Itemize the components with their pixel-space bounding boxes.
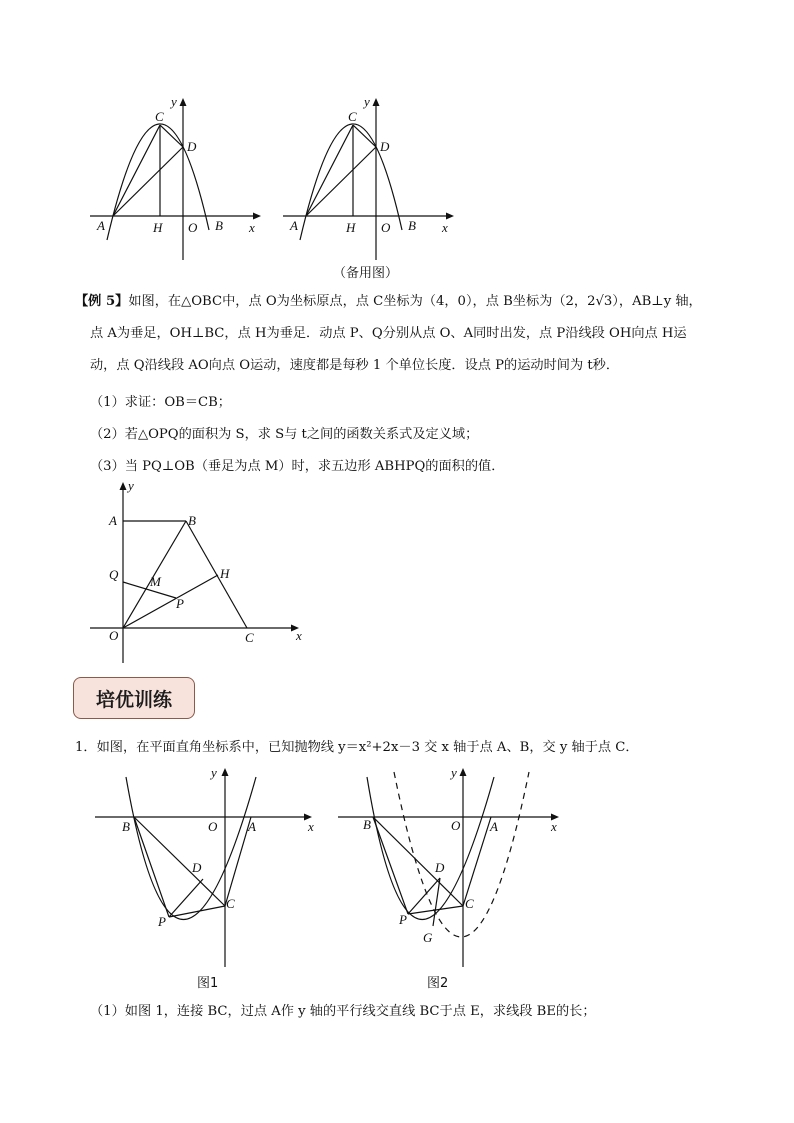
label-A: A <box>109 513 117 528</box>
top-figure-right <box>278 90 468 260</box>
label-B: B <box>188 513 196 528</box>
example5-line1 <box>75 288 735 315</box>
y-axis-arrow-icon <box>373 98 380 106</box>
label-y: y <box>364 94 370 109</box>
example5-line3: 动，点 Q沿线段 AO向点 O运动，速度都是每秒 1 个单位长度．设点 P的运动时间为 t秒． <box>90 358 620 373</box>
label-C: C <box>226 896 235 911</box>
label-B: B <box>408 218 416 233</box>
label-x: x <box>551 819 557 834</box>
label-y: y <box>211 765 217 780</box>
parabola <box>367 777 494 920</box>
problem1-figure-1 <box>90 762 330 992</box>
label-O: O <box>208 819 218 834</box>
example5-figure <box>90 478 320 668</box>
segment-CD <box>353 125 376 147</box>
label-P: P <box>158 914 166 929</box>
example5-line2: 点 A为垂足，OH⊥BC，点 H为垂足．动点 P、Q分别从点 O、A同时出发，点 P沿线段 OH向点 H运 <box>90 326 687 341</box>
x-axis-arrow-icon <box>253 213 261 220</box>
label-P: P <box>399 912 407 927</box>
label-C: C <box>245 630 254 645</box>
label-C: C <box>465 896 474 911</box>
segment-OH <box>123 575 218 628</box>
dashed-parabola <box>394 772 529 937</box>
label-O: O <box>188 220 198 235</box>
label-H: H <box>153 220 163 235</box>
example5-question-1: （1）求证：OB＝CB； <box>90 395 231 410</box>
label-H: H <box>220 566 230 581</box>
segment-CD <box>160 125 183 147</box>
section-title: 培优训练 <box>73 677 195 719</box>
label-O: O <box>381 220 391 235</box>
segment-BP <box>373 817 408 914</box>
example5-question-3: （3）当 PQ⊥OB（垂足为点 M）时，求五边形 ABHPQ的面积的值． <box>90 459 505 474</box>
label-y: y <box>128 478 134 493</box>
label-C: C <box>155 109 164 124</box>
label-O: O <box>451 818 461 833</box>
label-Q: Q <box>109 567 119 582</box>
label-y: y <box>171 94 177 109</box>
example-tag: 【例 5】 <box>75 294 129 309</box>
label-D: D <box>187 139 197 154</box>
problem1-figure-2 <box>333 762 573 992</box>
segment-BC <box>186 521 247 628</box>
segment-AC <box>463 817 491 906</box>
caption-backup-figure: （备用图） <box>333 266 399 281</box>
example5-question-2: （2）若△OPQ的面积为 S，求 S与 t之间的函数关系式及定义域； <box>90 427 479 442</box>
label-x: x <box>296 628 302 643</box>
label-B: B <box>363 817 371 832</box>
label-y: y <box>451 765 457 780</box>
label-B: B <box>122 819 130 834</box>
label-A: A <box>290 218 298 233</box>
problem1-question-1: （1）如图 1，连接 BC，过点 A作 y 轴的平行线交直线 BC于点 E，求线段 BE的长； <box>90 1004 596 1019</box>
label-x: x <box>308 819 314 834</box>
y-axis-arrow-icon <box>180 98 187 106</box>
caption-figure-1: 图1 <box>197 976 219 991</box>
label-P: P <box>176 596 184 611</box>
label-D: D <box>192 860 202 875</box>
label-H: H <box>346 220 356 235</box>
top-figure-left <box>85 90 275 260</box>
label-B: B <box>215 218 223 233</box>
y-axis-arrow-icon <box>222 768 229 776</box>
example5-text-1: 如图，在△OBC中，点 O为坐标原点，点 C坐标为（4，0），点 B坐标为（2，2√3），AB⊥y 轴， <box>128 294 702 309</box>
y-axis-arrow-icon <box>460 768 467 776</box>
segment-AC <box>306 125 353 216</box>
label-x: x <box>249 220 255 235</box>
caption-figure-2: 图2 <box>427 976 449 991</box>
label-D: D <box>380 139 390 154</box>
label-A: A <box>97 218 105 233</box>
label-A: A <box>248 819 256 834</box>
label-G: G <box>423 930 433 945</box>
label-D: D <box>435 860 445 875</box>
label-A: A <box>490 819 498 834</box>
label-O: O <box>109 628 119 643</box>
segment-AC <box>113 125 160 216</box>
label-M: M <box>150 574 161 589</box>
segment-BC <box>373 817 463 906</box>
segment-BP <box>134 817 169 917</box>
problem1-stem: 1．如图，在平面直角坐标系中，已知抛物线 y＝x²+2x－3 交 x 轴于点 A、B，交 y 轴于点 C． <box>75 740 639 755</box>
label-C: C <box>348 109 357 124</box>
y-axis-arrow-icon <box>120 482 127 490</box>
x-axis-arrow-icon <box>446 213 454 220</box>
label-x: x <box>442 220 448 235</box>
